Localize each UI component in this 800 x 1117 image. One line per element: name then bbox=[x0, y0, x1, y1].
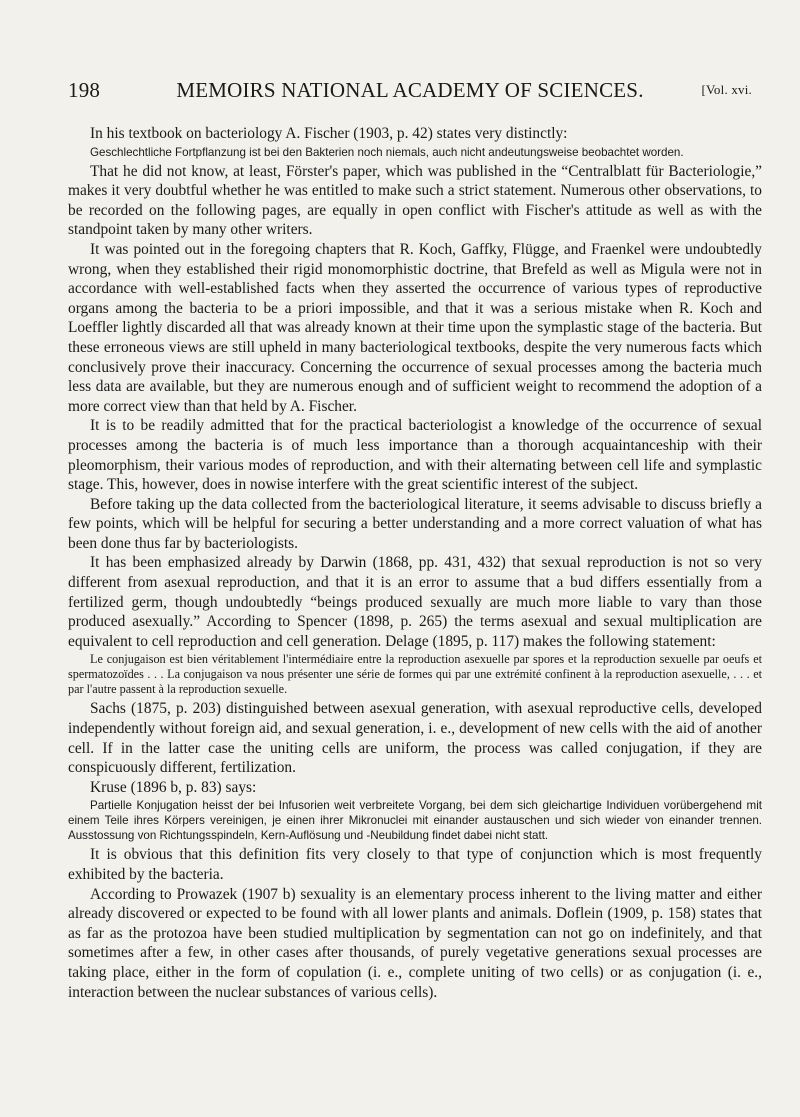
block-quote: Le conjugaison est bien véritablement l'intermédiaire entre la reproduction asexuelle par spores et la reproduction sexuelle par oeufs et spermatozoïdes . . . La conjugaison va nous présenter une série de formes qui par une extrémité confinent à la reproduction asexuelle, . . . et par l'autre passent à la reproduction sexuelle. bbox=[68, 652, 762, 697]
body-text bbox=[68, 124, 762, 1002]
paragraph: Kruse (1896 b, p. 83) says: bbox=[90, 778, 257, 796]
block-quote: Geschlechtliche Fortpflanzung ist bei den Bakterien noch niemals, auch nicht andeutungsweise beobachtet worden. bbox=[90, 145, 684, 159]
volume-label: [Vol. xvi. bbox=[701, 82, 752, 97]
paragraph: Before taking up the data collected from the bacteriological literature, it seems advisable to discuss briefly a few points, which will be helpful for securing a better understanding and a more correct valuation of what has been done thus far by bacteriologists. bbox=[68, 495, 762, 552]
paragraph: That he did not know, at least, Förster's paper, which was published in the “Centralblatt für Bacteriologie,” makes it very doubtful whether he was entitled to make such a strict statement. Numerous other observations, to be recorded on the following pages, are equally in open conflict with Fischer's attitude as well as with the standpoint taken by many other writers. bbox=[68, 162, 762, 239]
paragraph: Sachs (1875, p. 203) distinguished between asexual generation, with asexual reproductive cells, developed independently without foreign aid, and sexual generation, i. e., development of new cells with the aid of another cell. If in the latter case the uniting cells are uniform, the process was called conjugation, if they are conspicuously different, fertilization. bbox=[68, 700, 762, 777]
paragraph: In his textbook on bacteriology A. Fischer (1903, p. 42) states very distinctly: bbox=[90, 125, 568, 142]
journal-title: MEMOIRS NATIONAL ACADEMY OF SCIENCES. bbox=[176, 78, 644, 102]
paragraph: It is obvious that this definition fits very closely to that type of conjunction which is most frequently exhibited by the bacteria. bbox=[68, 846, 762, 883]
paragraph: According to Prowazek (1907 b) sexuality is an elementary process inherent to the living matter and either already discovered or expected to be found with all lower plants and animals. Doflein (1909, p. 158) states that as far as the protozoa have been studied multiplication by segmentation can not go on indefinitely, and that sometimes after a few, in other cases after thousands, of purely vegetative generations sexual processes are taking place, either in the form of copulation (i. e., complete uniting of two cells) or as conjugation (i. e., interaction between the nuclear substances of various cells). bbox=[68, 885, 762, 1001]
running-header bbox=[68, 78, 752, 108]
page-number: 198 bbox=[68, 78, 101, 102]
paragraph: It is to be readily admitted that for the practical bacteriologist a knowledge of the occurrence of sexual processes among the bacteria is of much less importance than a thorough acquaintanceship with their pleomorphism, their various modes of reproduction, and with their alternating between cell life and symplastic stage. This, however, does in nowise interfere with the great scientific interest of the subject. bbox=[68, 417, 762, 494]
paragraph: It has been emphasized already by Darwin (1868, pp. 431, 432) that sexual reproduction is not so very different from asexual reproduction, and that it is an error to assume that a bud differs essentially from a fertilized germ, though undoubtedly “beings produced sexually are much more liable to vary than those produced asexually.” According to Spencer (1898, p. 265) the terms asexual and sexual multiplication are equivalent to cell reproduction and cell generation. Delage (1895, p. 117) makes the following statement: bbox=[68, 554, 762, 650]
paragraph: It was pointed out in the foregoing chapters that R. Koch, Gaffky, Flügge, and Fraenkel were undoubtedly wrong, when they established their rigid monomorphistic doctrine, that Brefeld as well as Migula were not in accordance with well-established facts when they asserted the occurrence of various types of reproductive organs among the bacteria to be a priori impossible, and that it was a serious mistake when R. Koch and Loeffler lightly discarded all that was already known at their time upon the symplastic stage of the bacteria. But these erroneous views are still upheld in many bacteriological textbooks, despite the very numerous facts which conclusively prove their inaccuracy. Concerning the occurrence of sexual processes among the bacteria much less data are available, but they are numerous enough and of sufficient weight to recommend the adoption of a more correct view than that held by A. Fischer. bbox=[68, 240, 762, 415]
block-quote: Partielle Konjugation heisst der bei Infusorien weit verbreitete Vorgang, bei dem sich gleichartige Individuen vorübergehend mit einem Teile ihres Körpers vereinigen, je einen ihrer Mikronuclei mit einander austauschen und sich wieder von einander trennen. Ausstossung von Richtungsspindeln, Kern-Auflösung und -Neubildung findet dabei nicht statt. bbox=[68, 799, 762, 843]
